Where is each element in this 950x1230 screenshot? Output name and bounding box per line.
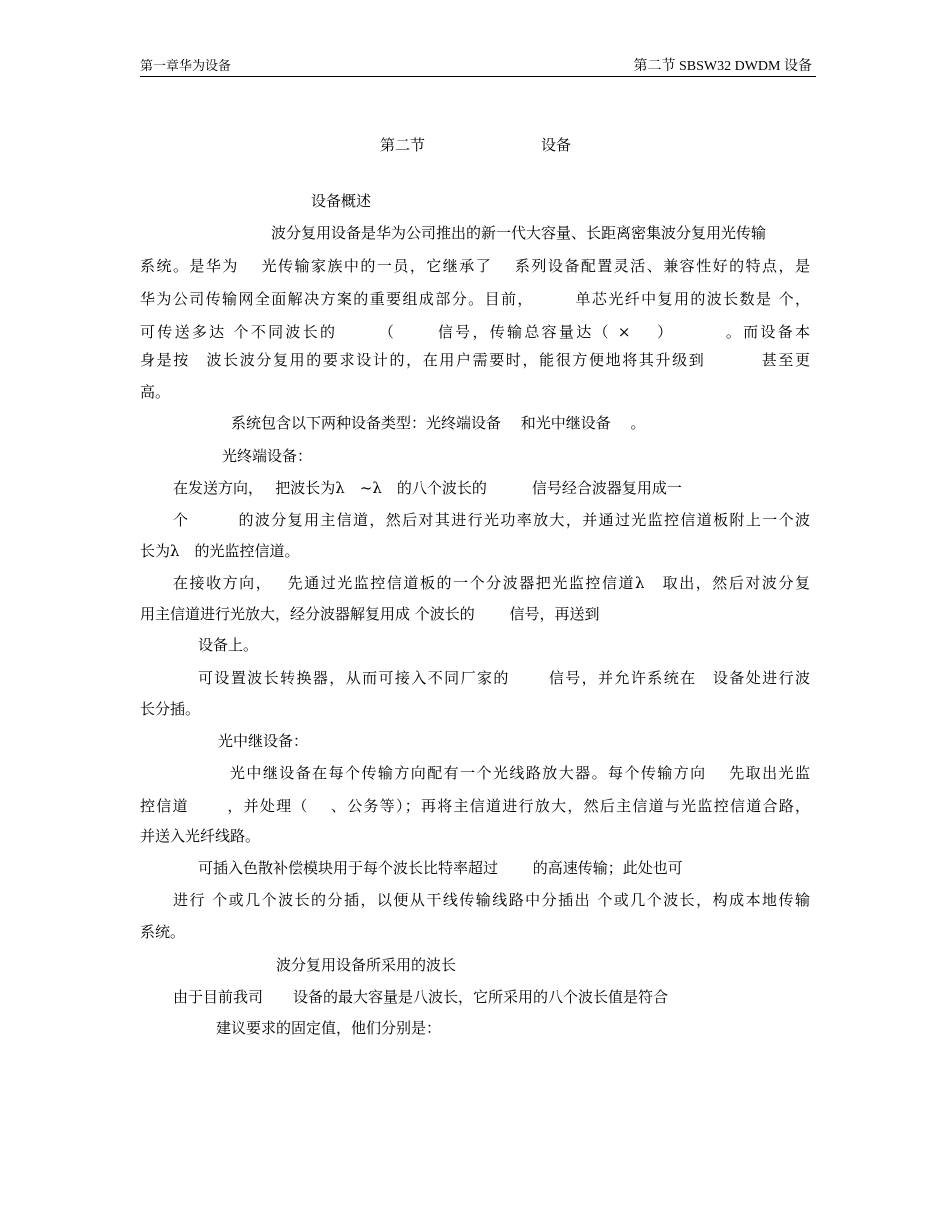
paragraph-line: 长为λ 的光监控信道。 bbox=[140, 542, 300, 560]
paragraph-line: 设备上。 bbox=[198, 636, 259, 654]
header-rule bbox=[140, 76, 816, 77]
paragraph-line: 身是按 波长波分复用的要求设计的，在用户需要时，能很方便地将其升级到 甚至更 bbox=[140, 351, 810, 369]
paragraph-line: 系统包含以下两种设备类型：光终端设备 和光中继设备 。 bbox=[231, 414, 646, 432]
heading-repeater-equipment: 光中继设备： bbox=[218, 732, 309, 750]
paragraph-line: 高。 bbox=[140, 383, 171, 401]
paragraph-line: 并送入光纤线路。 bbox=[140, 827, 261, 845]
paragraph-line: 在接收方向， 先通过光监控信道板的一个分波器把光监控信道λ 取出，然后对波分复 bbox=[173, 574, 810, 592]
paragraph-line: 华为公司传输网全面解决方案的重要组成部分。目前， 单芯光纤中复用的波长数是 个， bbox=[140, 290, 810, 308]
heading-wavelengths: 波分复用设备所采用的波长 bbox=[276, 956, 457, 974]
paragraph-line: 建议要求的固定值，他们分别是： bbox=[216, 1019, 442, 1037]
paragraph-line: 控信道 ，并处理（ 、公务等）；再将主信道进行放大，然后主信道与光监控信道合路， bbox=[140, 797, 810, 815]
running-header-section: 第二节 SBSW32 DWDM 设备 bbox=[633, 59, 812, 74]
paragraph-line: 系统。 bbox=[140, 923, 186, 941]
paragraph-line: 系统。是华为 光传输家族中的一员，它继承了 系列设备配置灵活、兼容性好的特点，是 bbox=[140, 257, 810, 275]
paragraph-line: 波分复用设备是华为公司推出的新一代大容量、长距离密集波分复用光传输 bbox=[271, 224, 767, 242]
paragraph-line: 可传送多达 个不同波长的 （ 信号，传输总容量达（ × ） 。而设备本 bbox=[140, 323, 810, 341]
running-header-chapter: 第一章华为设备 bbox=[140, 59, 232, 74]
paragraph-line: 长分插。 bbox=[140, 700, 201, 718]
paragraph-line: 进行 个或几个波长的分插，以便从干线传输线路中分插出 个或几个波长，构成本地传输 bbox=[173, 891, 810, 909]
paragraph-line: 可设置波长转换器，从而可接入不同厂家的 信号，并允许系统在 设备处进行波 bbox=[198, 669, 810, 687]
heading-terminal-equipment: 光终端设备： bbox=[222, 447, 313, 465]
section-title-text: 设备 bbox=[541, 136, 572, 154]
paragraph-line: 可插入色散补偿模块用于每个波长比特率超过 的高速传输；此处也可 bbox=[198, 859, 683, 877]
paragraph-line: 在发送方向， 把波长为λ ~λ 的八个波长的 信号经合波器复用成一 bbox=[173, 479, 682, 497]
heading-overview: 设备概述 bbox=[311, 192, 372, 210]
paragraph-line: 用主信道进行光放大，经分波器解复用成 个波长的 信号，再送到 bbox=[140, 605, 600, 623]
paragraph-line: 个 的波分复用主信道，然后对其进行光功率放大，并通过光监控信道板附上一个波 bbox=[173, 511, 810, 529]
paragraph-line: 光中继设备在每个传输方向配有一个光线路放大器。每个传输方向 先取出光监 bbox=[230, 764, 810, 782]
section-title-number: 第二节 bbox=[380, 136, 426, 154]
paragraph-line: 由于目前我司 设备的最大容量是八波长，它所采用的八个波长值是符合 bbox=[173, 988, 669, 1006]
